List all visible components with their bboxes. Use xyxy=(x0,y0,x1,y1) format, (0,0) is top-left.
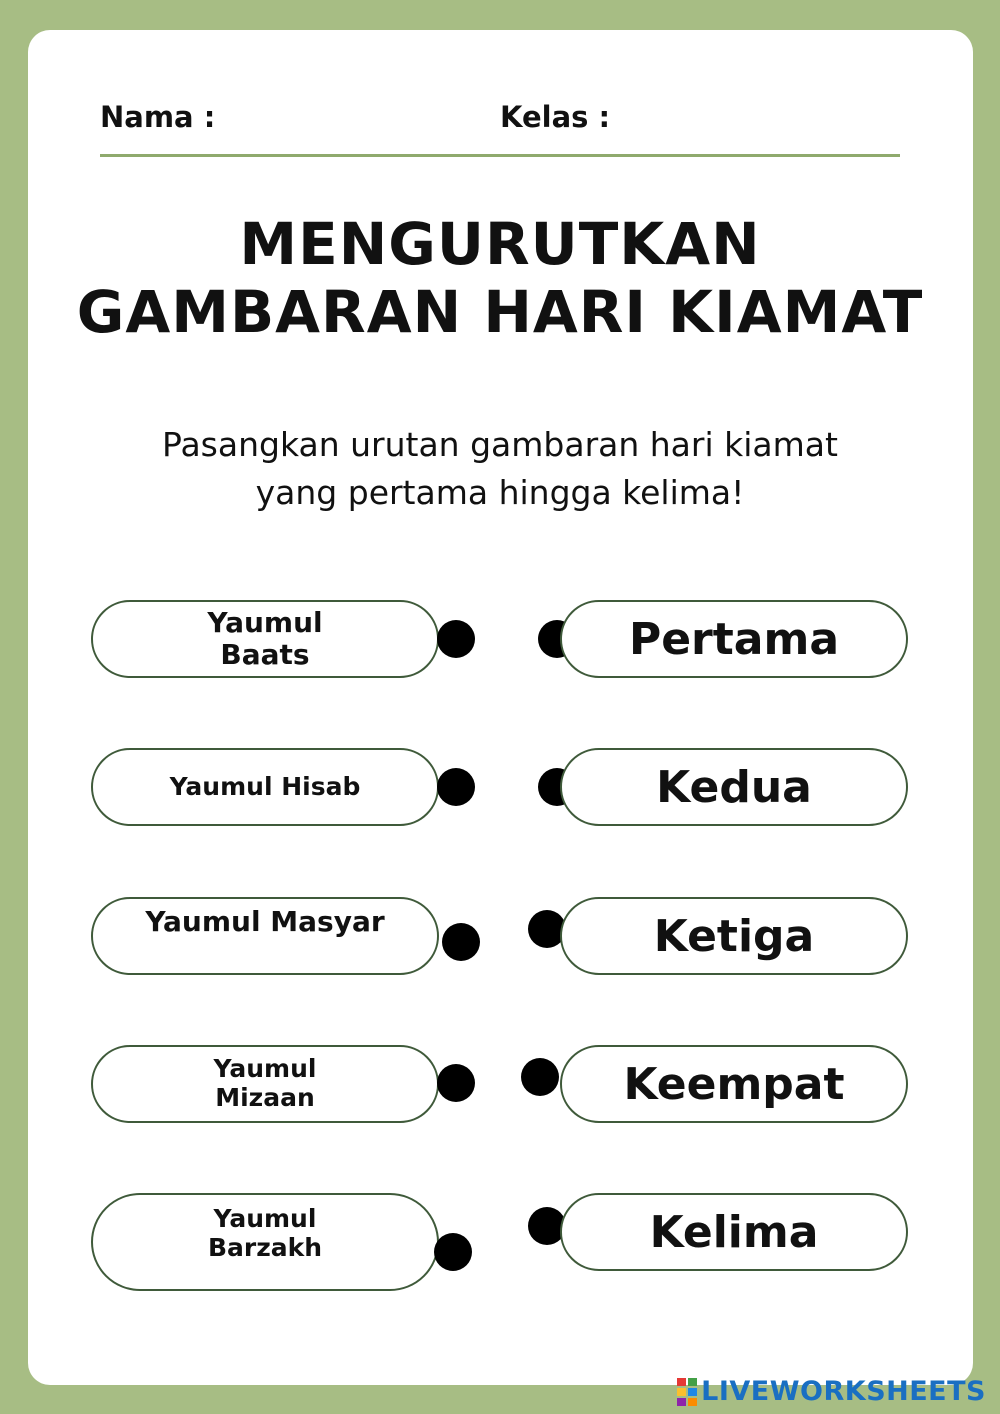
match-dot-left-3[interactable] xyxy=(442,923,480,961)
right-item-3-label: Ketiga xyxy=(653,910,815,962)
match-dot-right-4[interactable] xyxy=(521,1058,559,1096)
right-item-1 xyxy=(560,600,908,678)
left-item-1 xyxy=(91,600,439,678)
right-item-4 xyxy=(560,1045,908,1123)
name-label: Nama : xyxy=(100,100,216,134)
left-item-5-line-2: Barzakh xyxy=(207,1233,323,1262)
left-item-1-line-1: Yaumul xyxy=(207,605,323,639)
left-item-1-line-2: Baats xyxy=(220,638,310,671)
right-item-5 xyxy=(560,1193,908,1271)
class-label: Kelas : xyxy=(500,100,611,134)
liveworksheets-icon xyxy=(677,1378,697,1406)
right-item-2 xyxy=(560,748,908,826)
match-dot-left-1[interactable] xyxy=(437,620,475,658)
right-item-4-label: Keempat xyxy=(623,1058,845,1110)
match-dot-left-2[interactable] xyxy=(437,768,475,806)
instruction-line-2: yang pertama hingga kelima! xyxy=(255,473,745,512)
left-item-2-line-1: Yaumul Hisab xyxy=(169,771,361,801)
left-item-5 xyxy=(91,1193,439,1291)
liveworksheets-text: LIVEWORKSHEETS xyxy=(701,1376,986,1407)
right-item-2-label: Kedua xyxy=(656,761,812,813)
title-line-2: GAMBARAN HARI KIAMAT xyxy=(76,278,924,346)
liveworksheets-logo xyxy=(677,1376,986,1407)
match-dot-left-5[interactable] xyxy=(434,1233,472,1271)
left-item-3 xyxy=(91,897,439,975)
left-item-5-line-1: Yaumul xyxy=(213,1204,317,1234)
left-item-3-line-1: Yaumul Masyar xyxy=(145,904,385,938)
left-item-2 xyxy=(91,748,439,826)
match-dot-left-4[interactable] xyxy=(437,1064,475,1102)
left-item-4-line-1: Yaumul xyxy=(213,1054,317,1084)
right-item-3 xyxy=(560,897,908,975)
header-divider xyxy=(100,154,900,157)
right-item-1-label: Pertama xyxy=(628,613,840,665)
title-line-1: MENGURUTKAN xyxy=(239,210,761,278)
left-item-4-line-2: Mizaan xyxy=(215,1083,315,1112)
right-item-5-label: Kelima xyxy=(649,1206,819,1258)
left-item-4 xyxy=(91,1045,439,1123)
instruction-line-1: Pasangkan urutan gambaran hari kiamat xyxy=(162,425,838,464)
